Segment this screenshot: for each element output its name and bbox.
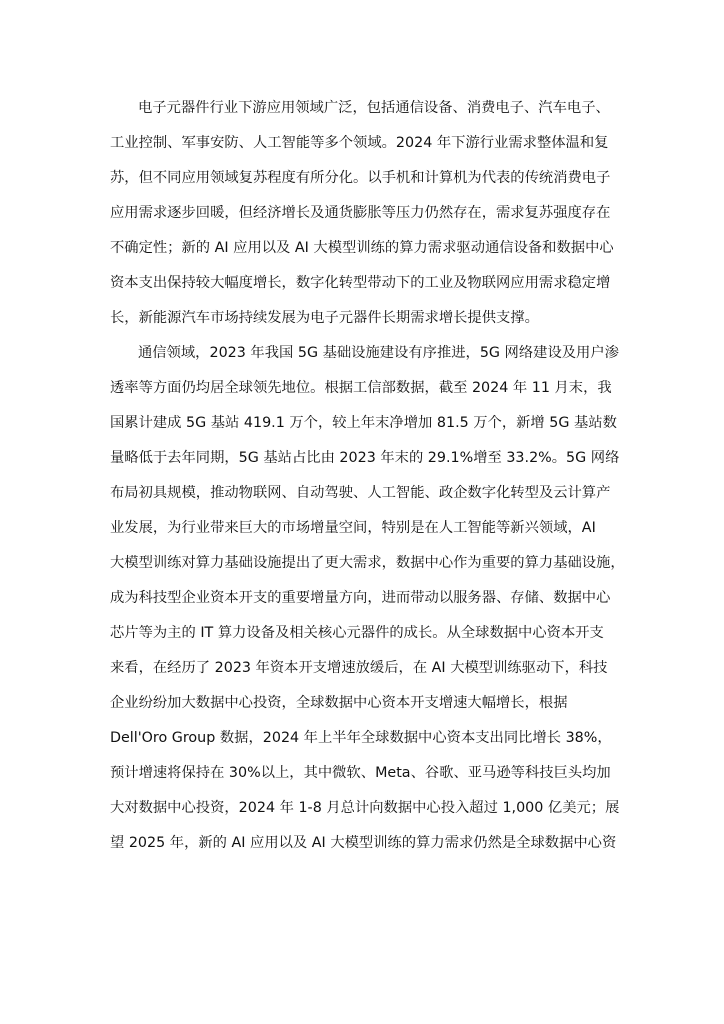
paragraph-2-line: 望 2025 年，新的 AI 应用以及 AI 大模型训练的算力需求仍然是全球数据中心资 <box>110 835 617 851</box>
paragraph-1-line: 不确定性；新的 AI 应用以及 AI 大模型训练的算力需求驱动通信设备和数据中心 <box>110 240 614 256</box>
paragraph-2-line: 业发展，为行业带来巨大的市场增量空间，特别是在人工智能等新兴领域，AI <box>110 520 596 536</box>
paragraph-2-line: 透率等方面仍均居全球领先地位。根据工信部数据，截至 2024 年 11 月末，我 <box>110 380 612 396</box>
paragraph-2-line: 通信领域，2023 年我国 5G 基础设施建设有序推进，5G 网络建设及用户渗 <box>138 345 619 361</box>
paragraph-2-line: 芯片等为主的 IT 算力设备及相关核心元器件的成长。从全球数据中心资本开支 <box>110 625 604 641</box>
paragraph-2-line: 大模型训练对算力基础设施提出了更大需求，数据中心作为重要的算力基础设施， <box>110 555 625 571</box>
paragraph-1-line: 应用需求逐步回暖，但经济增长及通货膨胀等压力仍然存在，需求复苏强度存在 <box>110 205 611 221</box>
paragraph-2-line: Dell'Oro Group 数据，2024 年上半年全球数据中心资本支出同比增长 38%， <box>110 730 612 746</box>
paragraph-2-line: 大对数据中心投资，2024 年 1-8 月总计向数据中心投入超过 1,000 亿美元；展 <box>110 800 620 816</box>
paragraph-2-line: 预计增速将保持在 30%以上，其中微软、Meta、谷歌、亚马逊等科技巨头均加 <box>110 765 611 781</box>
paragraph-2-line: 国累计建成 5G 基站 419.1 万个，较上年末净增加 81.5 万个，新增 5G 基站数 <box>110 415 617 431</box>
paragraph-2-line: 企业纷纷加大数据中心投资，全球数据中心资本开支增速大幅增长，根据 <box>110 695 568 711</box>
paragraph-2-line: 布局初具规模，推动物联网、自动驾驶、人工智能、政企数字化转型及云计算产 <box>110 485 611 501</box>
paragraph-1-line: 工业控制、军事安防、人工智能等多个领域。2024 年下游行业需求整体温和复 <box>110 135 609 151</box>
paragraph-2-line: 成为科技型企业资本开支的重要增量方向，进而带动以服务器、存储、数据中心 <box>110 590 611 606</box>
paragraph-2-line: 来看，在经历了 2023 年资本开支增速放缓后，在 AI 大模型训练驱动下，科技 <box>110 660 608 676</box>
paragraph-2-line: 量略低于去年同期，5G 基站占比由 2023 年末的 29.1%增至 33.2%。5G 网络 <box>110 450 620 466</box>
paragraph-1-line: 长，新能源汽车市场持续发展为电子元器件长期需求增长提供支撑。 <box>110 310 539 326</box>
paragraph-1-line: 苏，但不同应用领域复苏程度有所分化。以手机和计算机为代表的传统消费电子 <box>110 170 611 186</box>
paragraph-1-line: 资本支出保持较大幅度增长，数字化转型带动下的工业及物联网应用需求稳定增 <box>110 275 611 291</box>
paragraph-1-line: 电子元器件行业下游应用领域广泛，包括通信设备、消费电子、汽车电子、 <box>138 100 610 116</box>
